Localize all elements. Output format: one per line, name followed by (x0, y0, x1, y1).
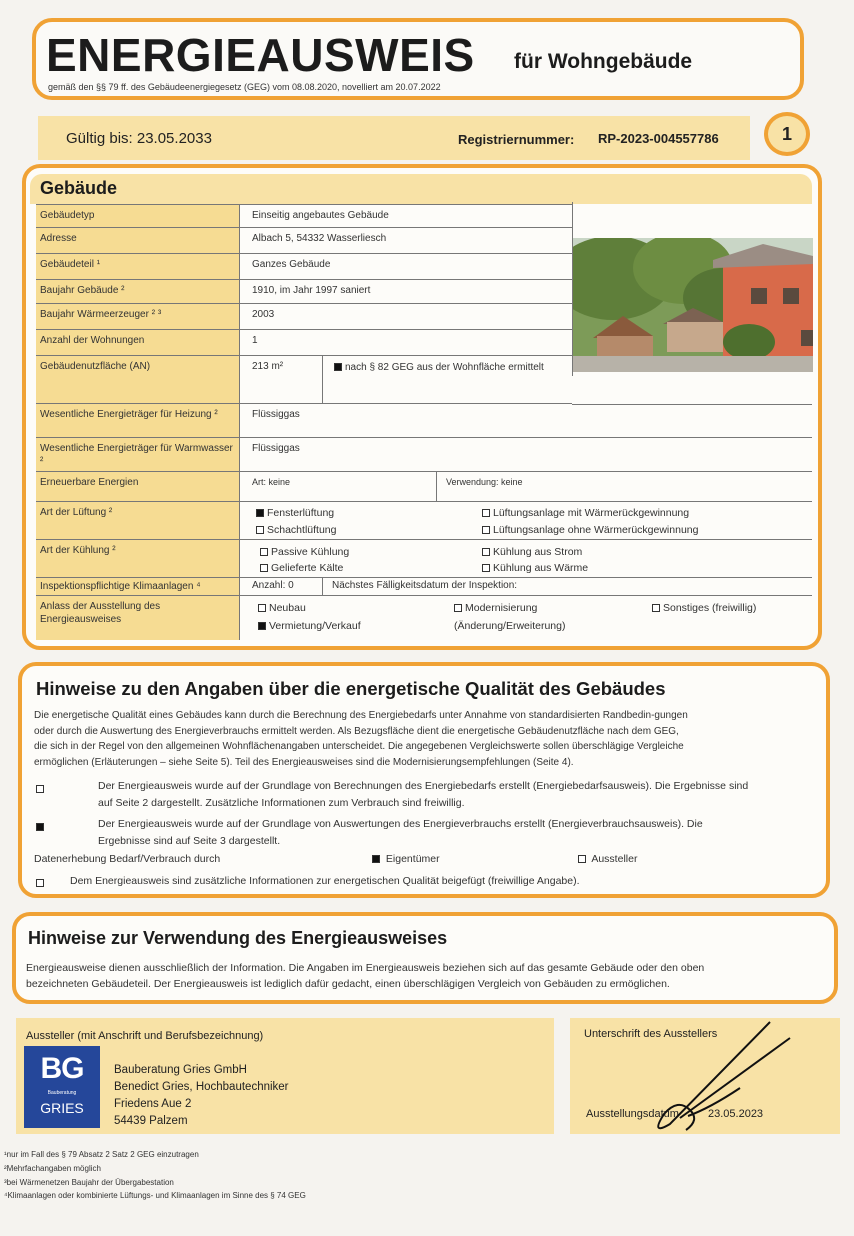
paragraph-line: Ergebnisse sind auf Seite 3 dargestellt. (98, 835, 281, 847)
option-label: Gelieferte Kälte (271, 562, 344, 574)
checkbox-checked (372, 855, 380, 863)
row-label: Wesentliche Energieträger für Warmwasser ² (36, 438, 240, 471)
row-value: 1910, im Jahr 1997 saniert (252, 285, 371, 296)
row-label: Wesentliche Energieträger für Heizung ² (36, 404, 240, 437)
option-label: Vermietung/Verkauf (269, 620, 361, 632)
option-label: Fensterlüftung (267, 507, 335, 519)
document-subtitle: für Wohngebäude (514, 50, 693, 73)
logo-small-text: Bauberatung (47, 1090, 77, 1096)
option-label: Schachtlüftung (267, 524, 337, 536)
table-row (36, 540, 812, 578)
usage-notes-title: Hinweise zur Verwendung des Energieausweises (28, 928, 448, 948)
paragraph-line: Die energetische Qualität eines Gebäudes kann durch die Berechnung des Energiebedarfs unter Annahme von standardisierten Randbedin-gungen (34, 710, 688, 721)
logo-letters: BG (40, 1052, 84, 1085)
table-row (36, 304, 572, 330)
signature-box (570, 1018, 840, 1134)
row-label: Inspektionspflichtige Klimaanlagen ⁴ (36, 578, 240, 595)
issuer-address (114, 1062, 289, 1130)
footnote: ²Mehrfachangaben möglich (4, 1164, 101, 1173)
cell-divider (436, 472, 437, 501)
checkbox-unchecked (454, 604, 462, 612)
checkbox-unchecked (36, 876, 47, 892)
demand-certificate-option (98, 778, 822, 812)
option-label: Passive Kühlung (271, 546, 350, 558)
checkbox-unchecked (482, 564, 490, 572)
row-value: Einseitig angebautes Gebäude (252, 210, 389, 221)
issuer-logo (24, 1046, 100, 1128)
table-row (36, 254, 572, 280)
handwritten-signature (630, 1018, 830, 1134)
cell-divider (322, 356, 323, 403)
cool-option-heat (482, 562, 588, 574)
paragraph-line: Energieausweise dienen ausschließlich der Information. Die Angaben im Energieausweis beziehen sich auf das gesamte Gebäude oder den oben (26, 962, 705, 974)
row-value: Albach 5, 54332 Wasserliesch (252, 233, 387, 244)
data-collection-owner (372, 852, 440, 868)
paragraph-line: bezeichneten Gebäudeteil. Der Energieausweis ist lediglich dafür gedacht, einen überschlägigen Vergleich von Gebäuden zu ermöglichen. (26, 978, 670, 990)
quality-notes-title: Hinweise zu den Angaben über die energetische Qualität des Gebäudes (36, 678, 666, 699)
address-line: Friedens Aue 2 (114, 1098, 192, 1110)
footnote: ¹nur im Fall des § 79 Absatz 2 Satz 2 GEG einzutragen (4, 1150, 199, 1159)
ac-next-inspection: Nächstes Fälligkeitsdatum der Inspektion: (332, 580, 518, 591)
checkbox-checked (36, 820, 47, 836)
issuer-label: Aussteller (mit Anschrift und Berufsbezeichnung) (26, 1030, 264, 1042)
checkbox-unchecked (482, 526, 490, 534)
row-label: Gebäudenutzfläche (AN) (36, 356, 240, 403)
table-row (36, 472, 812, 502)
registration-number: RP-2023-004557786 (598, 131, 719, 146)
checkbox-checked (258, 622, 266, 630)
paragraph-line: Der Energieausweis wurde auf der Grundlage von Berechnungen des Energiebedarfs erstellt (Energiebedarfsausweis). Die Ergebnisse sind (98, 780, 749, 792)
option-label: Aussteller (591, 853, 638, 865)
option-label: Kühlung aus Strom (493, 546, 583, 558)
footnote: ⁴Klimaanlagen oder kombinierte Lüftungs- und Klimaanlagen im Sinne des § 74 GEG (4, 1191, 306, 1200)
paragraph-line: ermöglichen (Erläuterungen – siehe Seite 5). Teil des Energieausweises sind die Modernisierungsempfehlungen (Seite 4). (34, 756, 574, 768)
data-collection-issuer (578, 852, 637, 868)
row-label: Adresse (36, 228, 240, 253)
row-label: Anzahl der Wohnungen (36, 330, 240, 355)
footnote: ³bei Wärmenetzen Baujahr der Übergabestation (4, 1178, 174, 1187)
row-value: Ganzes Gebäude (252, 259, 331, 270)
checkbox-checked (334, 363, 342, 371)
row-label: Baujahr Gebäude ² (36, 280, 240, 303)
row-label: Gebäudetyp (36, 205, 240, 227)
option-label: Lüftungsanlage mit Wärmerückgewinnung (493, 507, 690, 519)
checkbox-unchecked (578, 855, 586, 863)
cool-option-passive (260, 546, 349, 558)
row-value: Flüssiggas (252, 443, 300, 454)
signature-label: Unterschrift des Ausstellers (584, 1028, 718, 1040)
row-value: Flüssiggas (252, 409, 300, 420)
table-row (36, 438, 812, 472)
valid-until: Gültig bis: 23.05.2033 (66, 130, 212, 147)
table-row (36, 204, 572, 228)
option-label: Sonstiges (freiwillig) (663, 602, 757, 614)
table-row (36, 228, 572, 254)
validity-strip (38, 116, 750, 160)
paragraph-line: Der Energieausweis wurde auf der Grundlage von Auswertungen des Energieverbrauchs erstellt (Energieverbrauchsausweis). Die (98, 818, 703, 830)
row-value: 1 (252, 335, 258, 346)
paragraph-line: oder durch die Auswertung des Energieverbrauchs ermittelt werden. Als Bezugsfläche dient die energetische Gebäudenutzfläche nach dem GEG, (34, 725, 679, 737)
quality-notes-section (18, 662, 830, 898)
table-row (36, 596, 812, 640)
table-row (36, 280, 572, 304)
building-section-title: Gebäude (40, 178, 118, 198)
vent-option-shaft (256, 524, 336, 536)
option-label: Kühlung aus Wärme (493, 562, 589, 574)
checkbox-unchecked (258, 604, 266, 612)
table-row (36, 502, 812, 540)
issue-date: 23.05.2023 (708, 1108, 764, 1120)
vent-option-recovery (482, 507, 689, 519)
building-photo (573, 238, 813, 372)
vent-option-window (256, 507, 334, 519)
option-label: Neubau (269, 602, 306, 614)
renewable-type: Art: keine (252, 477, 291, 487)
checkbox-unchecked (652, 604, 660, 612)
table-row (36, 404, 812, 438)
address-line: 54439 Palzem (114, 1115, 188, 1127)
building-section (22, 164, 822, 650)
paragraph-line: die sich in der Regel von den allgemeinen Wohnflächenangaben unterscheidet. Die angegebenen Vergleichswerte sollen überschlägige Vergleiche (34, 741, 684, 752)
logo-word: GRIES (40, 1100, 84, 1116)
paragraph-line: auf Seite 2 dargestellt. Zusätzliche Informationen zum Verbrauch sind freiwillig. (98, 797, 465, 809)
renewable-use: Verwendung: keine (446, 477, 523, 487)
row-value: 213 m² (252, 361, 284, 372)
reason-option-rent-sale (258, 620, 361, 632)
checkbox-unchecked (256, 526, 264, 534)
row-label: Erneuerbare Energien (36, 472, 240, 501)
checkbox-unchecked (260, 564, 268, 572)
checkbox-checked (256, 509, 264, 517)
row-label: Art der Lüftung ² (36, 502, 240, 539)
issuer-box (16, 1018, 554, 1134)
option-label: Eigentümer (385, 853, 440, 865)
issue-date-label: Ausstellungsdatum (586, 1108, 679, 1120)
row-label: Gebäudeteil ¹ (36, 254, 240, 279)
reason-option-new (258, 602, 306, 614)
vent-option-no-recovery (482, 524, 698, 536)
document-title: ENERGIEAUSWEIS (46, 29, 475, 81)
area-note (328, 356, 558, 380)
address-line: Bauberatung Gries GmbH (114, 1064, 247, 1076)
table-row (36, 356, 572, 404)
reason-option-other (652, 602, 756, 614)
reason-option-modernization-note: (Änderung/Erweiterung) (454, 620, 566, 632)
table-row (36, 578, 812, 596)
quality-notes-paragraph (34, 708, 820, 770)
legal-reference: gemäß den §§ 79 ff. des Gebäudeenergiegesetz (GEG) vom 08.08.2020, novelliert am 20.07.2022 (48, 82, 441, 92)
option-label: Modernisierung (465, 602, 538, 614)
cool-option-delivered (260, 562, 343, 574)
row-label: Art der Kühlung ² (36, 540, 240, 577)
checkbox-unchecked (36, 782, 47, 798)
area-note-text: nach § 82 GEG aus der Wohnfläche ermittelt (345, 362, 544, 373)
ac-count: Anzahl: 0 (252, 580, 294, 591)
consumption-certificate-option (98, 816, 822, 850)
row-label: Anlass der Ausstellung des Energieausweises (36, 596, 240, 640)
cell-divider (322, 578, 323, 595)
option-label: Lüftungsanlage ohne Wärmerückgewinnung (493, 524, 699, 536)
building-section-header (30, 174, 812, 204)
address-line: Benedict Gries, Hochbautechniker (114, 1081, 289, 1093)
cool-option-electric (482, 546, 582, 558)
checkbox-unchecked (260, 548, 268, 556)
table-row (36, 330, 572, 356)
checkbox-unchecked (482, 548, 490, 556)
page-number-badge: 1 (764, 112, 810, 156)
additional-info-option: Dem Energieausweis sind zusätzliche Informationen zur energetischen Qualität beigefügt (freiwillige Angabe). (70, 875, 580, 887)
usage-notes-section (12, 912, 838, 1004)
usage-notes-paragraph (26, 960, 830, 992)
row-label: Baujahr Wärmeerzeuger ² ³ (36, 304, 240, 329)
header-box (32, 18, 804, 100)
reason-option-modernization (454, 602, 537, 614)
building-photo-cell (572, 202, 812, 376)
checkbox-unchecked (482, 509, 490, 517)
data-collection-label: Datenerhebung Bedarf/Verbrauch durch (34, 853, 221, 865)
registration-label: Registriernummer: (458, 132, 575, 147)
row-value: 2003 (252, 309, 275, 320)
